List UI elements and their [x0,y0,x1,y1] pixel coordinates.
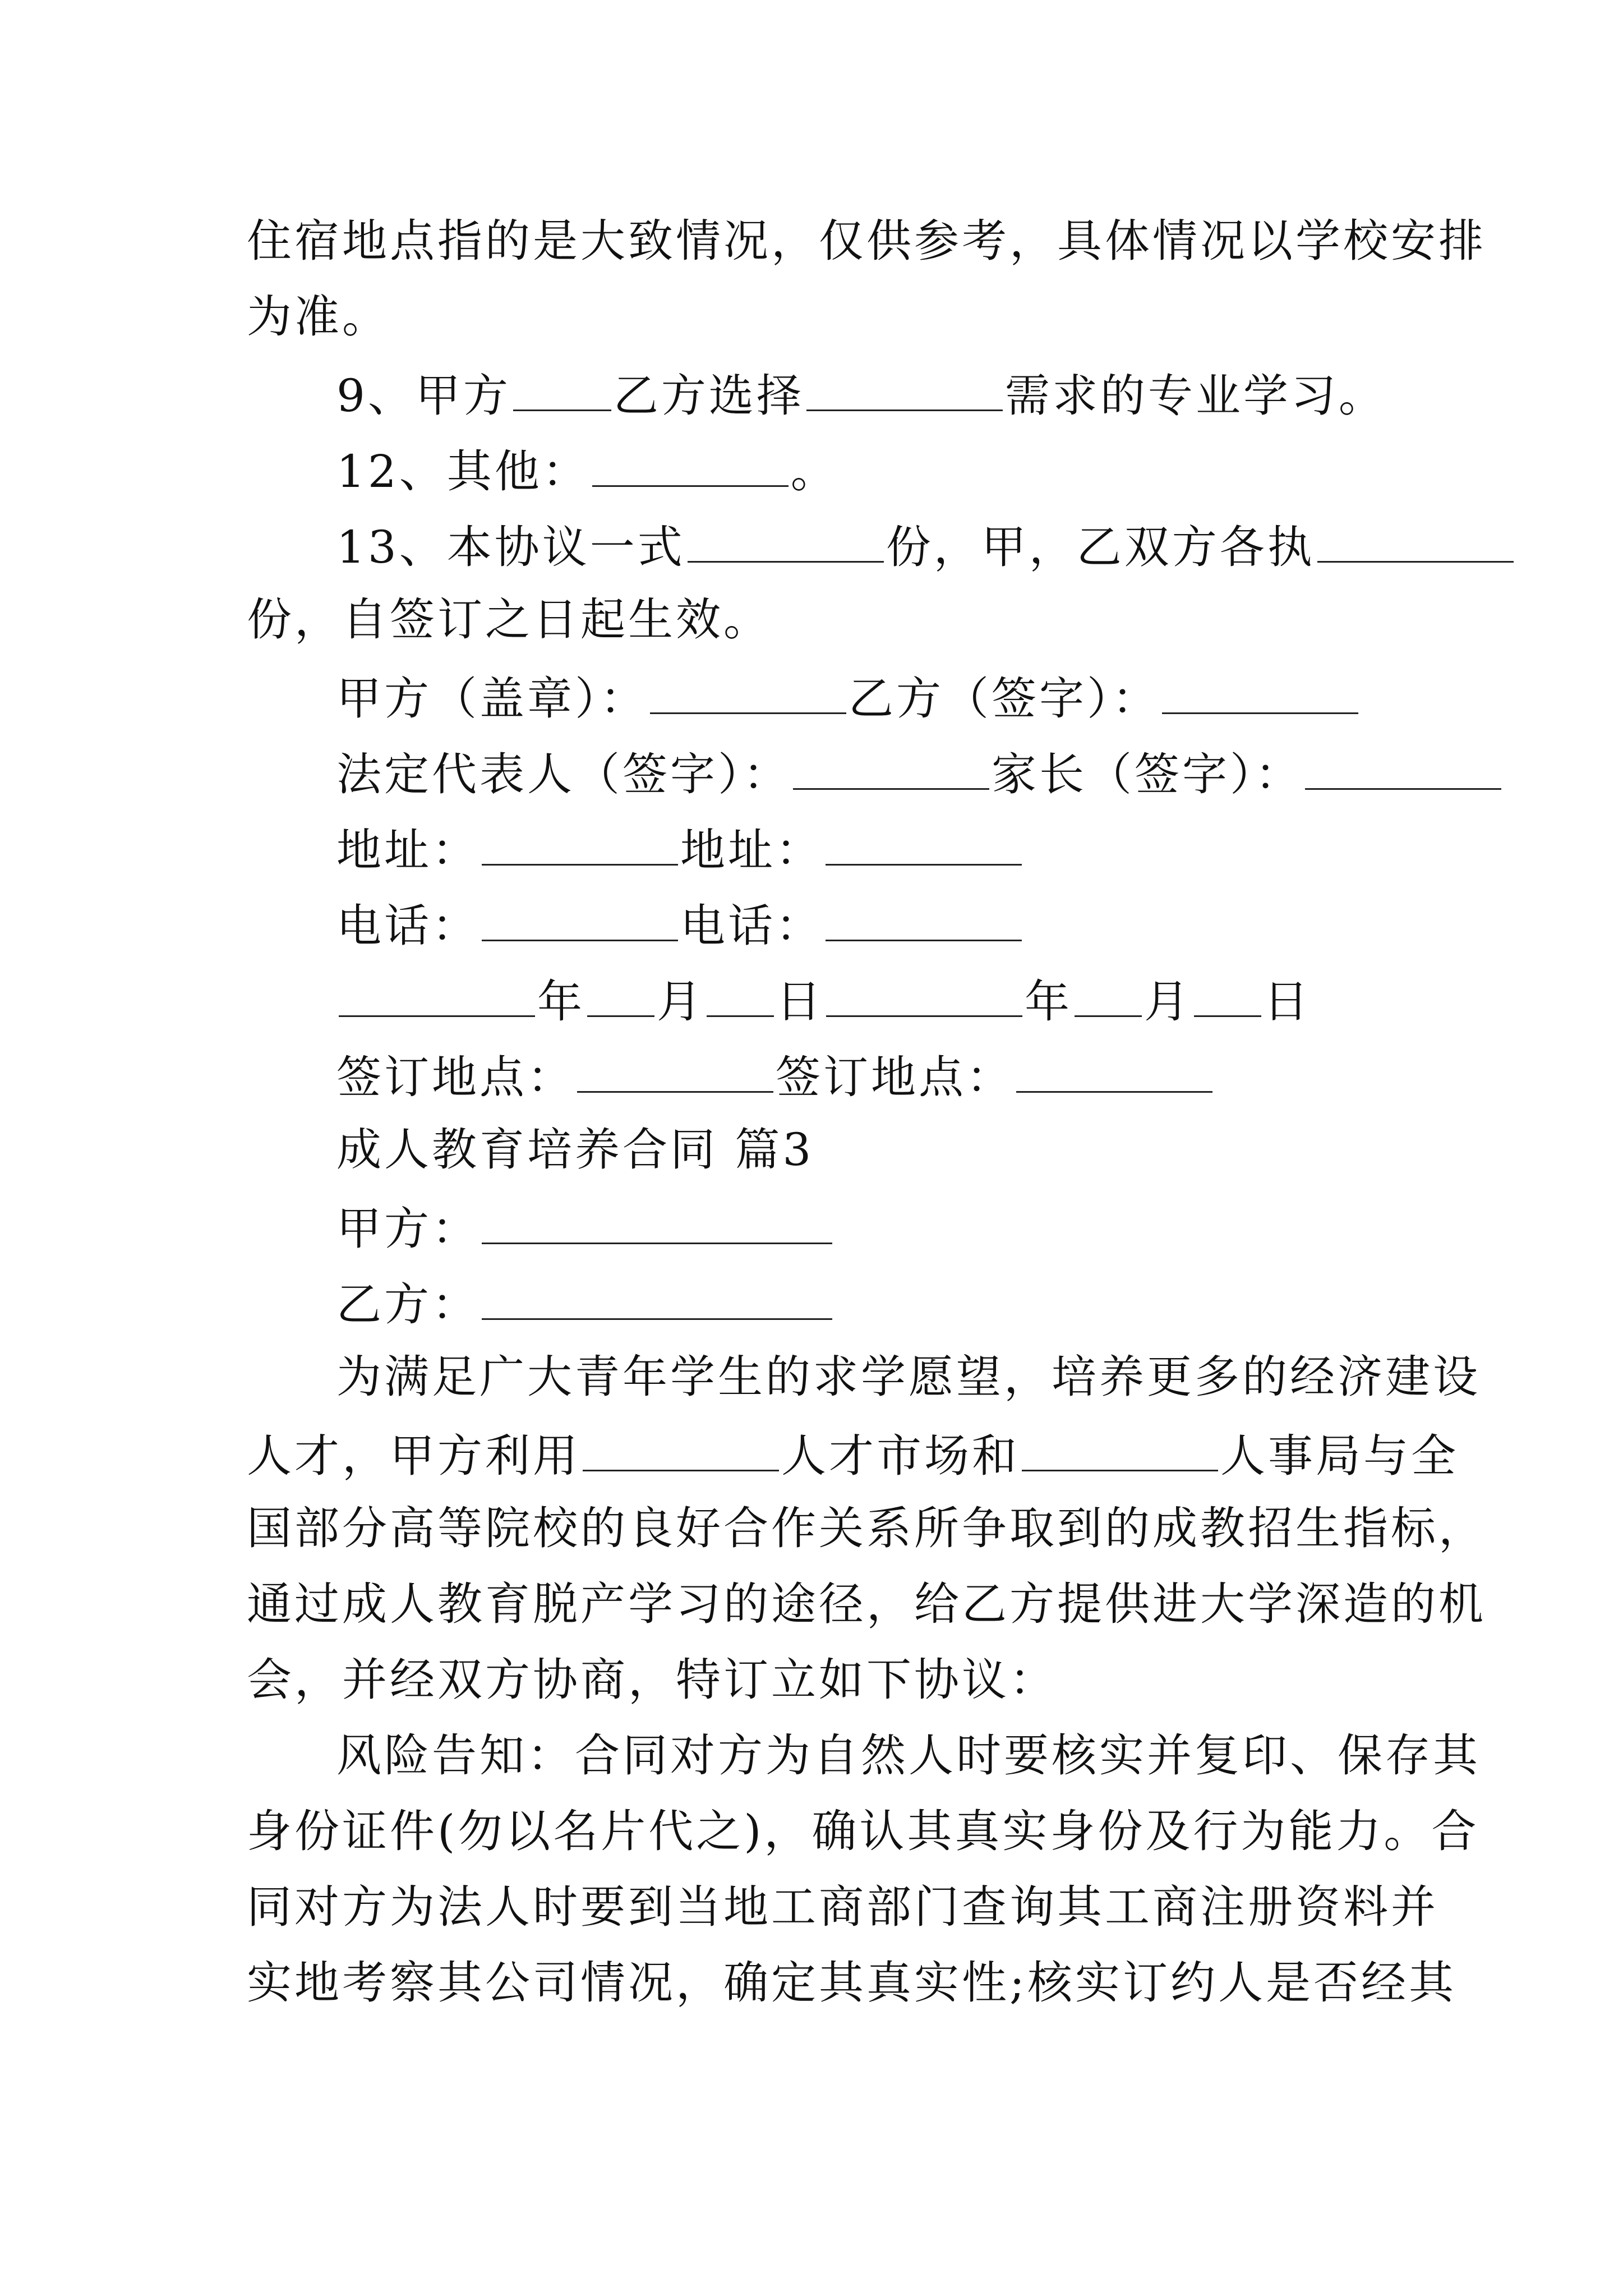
blank-field[interactable] [1022,1425,1218,1471]
text-line [247,1879,1438,1935]
blank-field[interactable] [482,819,678,866]
blank-field[interactable] [592,440,789,487]
blank-field[interactable] [577,1046,773,1093]
date-label: 日 [776,976,824,1028]
blank-field[interactable] [482,1273,832,1320]
sign-location-row [336,1046,1215,1106]
clause-text: 。 [790,445,838,498]
blank-field[interactable] [806,365,1003,411]
date-label: 月 [1144,976,1192,1028]
text-line [336,1728,1481,1784]
paragraph-text: 风险告知：合同对方为自然人时要核实并复印、保存其 [336,1729,1481,1782]
date-label: 日 [1264,976,1311,1028]
clause-text: 乙方选择 [613,370,804,422]
field-label: 地址： [680,824,823,876]
text-line [247,1501,1486,1557]
clause-text: 9、甲方 [336,370,511,422]
date-row [336,970,1311,1030]
clause-12 [336,440,838,500]
blank-field[interactable] [826,895,1022,941]
blank-field[interactable] [1016,1046,1212,1093]
blank-field[interactable] [826,970,1022,1017]
paragraph-text: 身份证件(勿以名片代之)，确认其真实身份及行为能力。合 [247,1805,1479,1857]
field-label: 乙方： [336,1278,479,1331]
paragraph-text: 为准。 [247,291,390,343]
paragraph-text: 国部分高等院校的良好合作关系所争取到的成教招生指标， [247,1502,1486,1554]
blank-field[interactable] [1194,970,1261,1017]
field-label: 电话： [680,900,823,952]
text-line [247,592,771,648]
blank-field[interactable] [583,1425,779,1471]
blank-field[interactable] [482,1198,832,1244]
section-heading: 成人教育培养合同 篇3 [336,1124,814,1176]
text-line [247,1652,1057,1708]
signature-label: 法定代表人（签字）： [336,748,791,800]
clause-text: 13、本协议一式 [336,521,685,573]
party-a-row [336,1198,834,1257]
blank-field[interactable] [793,743,989,790]
clause-text: 12、其他： [336,445,590,498]
text-line [247,1803,1479,1860]
field-label: 甲方： [336,1203,479,1255]
clause-9 [336,365,1386,424]
blank-field[interactable] [1305,743,1501,790]
field-label: 电话： [336,900,479,952]
field-label: 签订地点： [776,1051,1014,1103]
date-label: 月 [657,976,704,1028]
clause-text: 需求的专业学习。 [1004,370,1386,422]
signature-label: 甲方（盖章）： [336,673,648,725]
text-line [247,213,1486,269]
blank-field[interactable] [707,970,774,1017]
address-row [336,819,1024,878]
signature-label: 乙方（签字）： [849,673,1160,725]
signature-label: 家长（签字）： [992,748,1303,800]
phone-row [336,895,1024,954]
signature-row [336,668,1361,727]
blank-field[interactable] [1075,970,1142,1017]
clause-text: 份，甲，乙双方各执 [886,521,1315,573]
paragraph-text: 为满足广大青年学生的求学愿望，培养更多的经济建设 [336,1351,1481,1403]
date-label: 年 [1025,976,1072,1028]
paragraph-text: 人才，甲方利用 [247,1430,580,1482]
blank-field[interactable] [688,516,884,563]
field-label: 签订地点： [336,1051,575,1103]
paragraph-text: 通过成人教育脱产学习的途径，给乙方提供进大学深造的机 [247,1578,1486,1630]
text-line [247,1425,1459,1484]
text-line [247,289,390,345]
blank-field[interactable] [1317,516,1514,563]
blank-field[interactable] [650,668,846,714]
paragraph-text: 实地考察其公司情况，确定其真实性;核实订约人是否经其 [247,1957,1456,2009]
blank-field[interactable] [826,819,1022,866]
blank-field[interactable] [513,365,611,411]
paragraph-text: 人才市场和 [781,1430,1020,1482]
paragraph-text: 人事局与全 [1220,1430,1459,1482]
section-title [336,1122,814,1178]
paragraph-text: 住宿地点指的是大致情况，仅供参考，具体情况以学校安排 [247,215,1486,267]
blank-field[interactable] [587,970,654,1017]
field-label: 地址： [336,824,479,876]
paragraph-text: 会，并经双方协商，特订立如下协议： [247,1654,1057,1706]
blank-field[interactable] [1162,668,1358,714]
text-line [247,1576,1486,1632]
date-label: 年 [537,976,585,1028]
party-b-row [336,1273,834,1333]
paragraph-text: 同对方为法人时要到当地工商部门查询其工商注册资料并 [247,1881,1438,1933]
blank-field[interactable] [339,970,535,1017]
text-line [336,1349,1481,1405]
clause-text: 份，自签订之日起生效。 [247,593,771,646]
clause-13 [336,516,1516,576]
text-line [247,1955,1456,2011]
signature-row [336,743,1504,803]
blank-field[interactable] [482,895,678,941]
